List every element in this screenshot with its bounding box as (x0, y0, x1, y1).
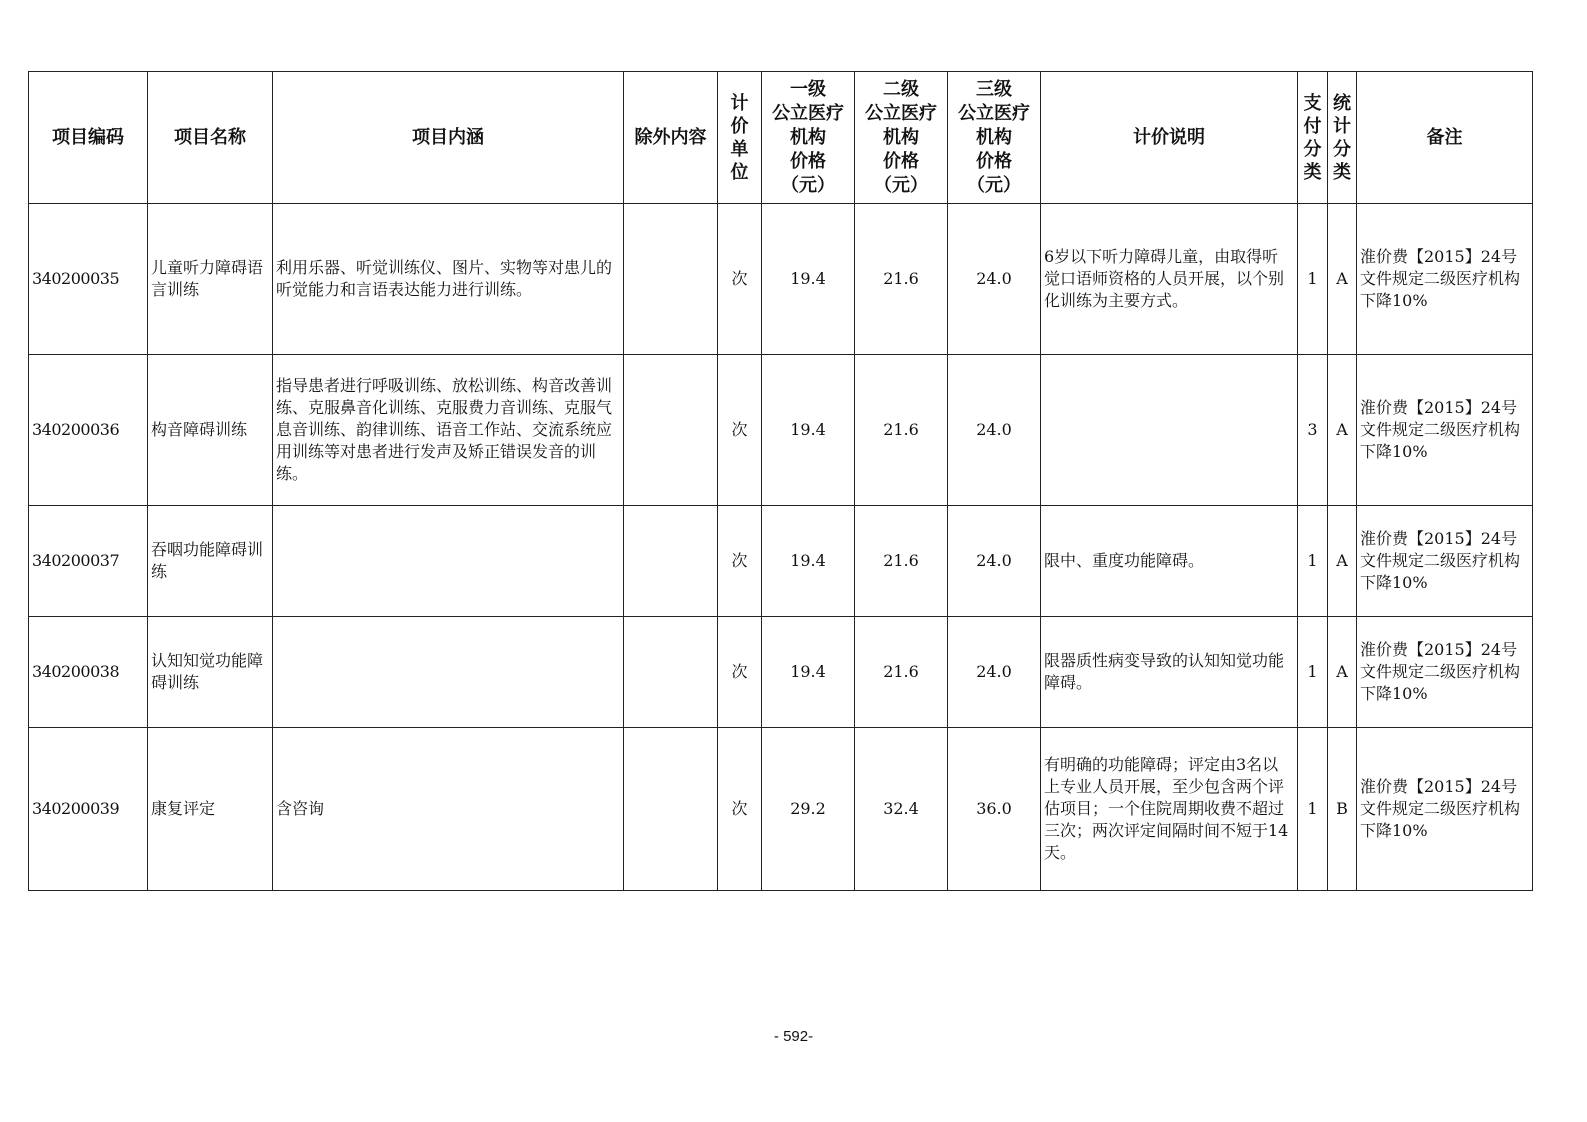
cell-price2: 21.6 (855, 617, 948, 728)
price1-line2: 公立医疗 (772, 102, 844, 124)
header-name: 项目名称 (148, 72, 273, 204)
cell-unit: 次 (718, 617, 762, 728)
cell-content: 指导患者进行呼吸训练、放松训练、构音改善训练、克服鼻音化训练、克服费力音训练、克服气息音训练、韵律训练、语音工作站、交流系统应用训练等对患者进行发声及矫正错误发音的训练。 (273, 355, 624, 506)
table-row (29, 204, 1533, 355)
cell-remarks: 淮价费【2015】24号文件规定二级医疗机构下降10% (1357, 617, 1533, 728)
cell-price1: 19.4 (762, 355, 855, 506)
cell-name: 构音障碍训练 (148, 355, 273, 506)
price1-line3: 机构 (790, 126, 826, 148)
cell-exclusion (624, 728, 718, 891)
cell-payment: 1 (1298, 204, 1328, 355)
cell-price3: 36.0 (948, 728, 1041, 891)
header-statistics-text: 统计分类 (1333, 92, 1351, 183)
price1-line1: 一级 (790, 78, 826, 100)
cell-statistics: A (1328, 204, 1357, 355)
price3-line2: 公立医疗 (958, 102, 1030, 124)
cell-payment: 1 (1298, 617, 1328, 728)
cell-unit: 次 (718, 506, 762, 617)
cell-name: 康复评定 (148, 728, 273, 891)
cell-statistics: A (1328, 506, 1357, 617)
cell-content: 利用乐器、听觉训练仪、图片、实物等对患儿的听觉能力和言语表达能力进行训练。 (273, 204, 624, 355)
page-number: - 592- (773, 1028, 814, 1045)
cell-price2: 32.4 (855, 728, 948, 891)
cell-statistics: A (1328, 355, 1357, 506)
cell-statistics: A (1328, 617, 1357, 728)
cell-code: 340200039 (29, 728, 148, 891)
cell-price1: 29.2 (762, 728, 855, 891)
cell-price2: 21.6 (855, 204, 948, 355)
cell-price1: 19.4 (762, 617, 855, 728)
price2-line4: 价格 (883, 150, 919, 172)
header-code: 项目编码 (29, 72, 148, 204)
header-unit-text: 计价单位 (730, 92, 749, 183)
header-payment (1298, 72, 1328, 204)
cell-payment: 1 (1298, 728, 1328, 891)
header-remarks: 备注 (1357, 72, 1533, 204)
header-explanation: 计价说明 (1041, 72, 1298, 204)
price2-line2: 公立医疗 (865, 102, 937, 124)
cell-remarks: 淮价费【2015】24号文件规定二级医疗机构下降10% (1357, 204, 1533, 355)
cell-name: 儿童听力障碍语言训练 (148, 204, 273, 355)
price1-line4: 价格 (790, 150, 826, 172)
cell-content (273, 506, 624, 617)
header-row (29, 72, 1533, 204)
cell-price2: 21.6 (855, 506, 948, 617)
header-unit (718, 72, 762, 204)
cell-explanation: 有明确的功能障碍；评定由3名以上专业人员开展，至少包含两个评估项目；一个住院周期收费不超过三次；两次评定间隔时间不短于14天。 (1041, 728, 1298, 891)
cell-exclusion (624, 355, 718, 506)
cell-name: 认知知觉功能障碍训练 (148, 617, 273, 728)
cell-remarks: 淮价费【2015】24号文件规定二级医疗机构下降10% (1357, 506, 1533, 617)
cell-price1: 19.4 (762, 506, 855, 617)
cell-explanation: 6岁以下听力障碍儿童，由取得听觉口语师资格的人员开展，以个别化训练为主要方式。 (1041, 204, 1298, 355)
cell-price3: 24.0 (948, 506, 1041, 617)
table-row (29, 617, 1533, 728)
header-content: 项目内涵 (273, 72, 624, 204)
table-row (29, 506, 1533, 617)
price-table (28, 71, 1533, 891)
price3-line5: （元） (967, 174, 1021, 196)
cell-content: 含咨询 (273, 728, 624, 891)
cell-unit: 次 (718, 355, 762, 506)
cell-explanation: 限器质性病变导致的认知知觉功能障碍。 (1041, 617, 1298, 728)
header-payment-text: 支付分类 (1303, 92, 1322, 183)
cell-remarks: 淮价费【2015】24号文件规定二级医疗机构下降10% (1357, 355, 1533, 506)
price3-line4: 价格 (976, 150, 1012, 172)
header-exclusion: 除外内容 (624, 72, 718, 204)
cell-payment: 1 (1298, 506, 1328, 617)
cell-exclusion (624, 204, 718, 355)
header-price-level1 (762, 72, 855, 204)
table-row (29, 728, 1533, 891)
cell-statistics: B (1328, 728, 1357, 891)
cell-price1: 19.4 (762, 204, 855, 355)
cell-exclusion (624, 617, 718, 728)
price1-line5: （元） (781, 174, 835, 196)
cell-unit: 次 (718, 204, 762, 355)
header-price-level3 (948, 72, 1041, 204)
cell-code: 340200038 (29, 617, 148, 728)
header-price-level2 (855, 72, 948, 204)
price2-line3: 机构 (883, 126, 919, 148)
cell-name: 吞咽功能障碍训练 (148, 506, 273, 617)
price3-line1: 三级 (976, 78, 1012, 100)
cell-unit: 次 (718, 728, 762, 891)
cell-price2: 21.6 (855, 355, 948, 506)
table-row (29, 355, 1533, 506)
cell-explanation: 限中、重度功能障碍。 (1041, 506, 1298, 617)
cell-content (273, 617, 624, 728)
cell-code: 340200035 (29, 204, 148, 355)
cell-remarks: 淮价费【2015】24号文件规定二级医疗机构下降10% (1357, 728, 1533, 891)
cell-code: 340200037 (29, 506, 148, 617)
cell-explanation (1041, 355, 1298, 506)
cell-exclusion (624, 506, 718, 617)
cell-code: 340200036 (29, 355, 148, 506)
price2-line1: 二级 (883, 78, 919, 100)
header-statistics (1328, 72, 1357, 204)
price3-line3: 机构 (976, 126, 1012, 148)
cell-payment: 3 (1298, 355, 1328, 506)
cell-price3: 24.0 (948, 204, 1041, 355)
cell-price3: 24.0 (948, 617, 1041, 728)
cell-price3: 24.0 (948, 355, 1041, 506)
price2-line5: （元） (874, 174, 928, 196)
